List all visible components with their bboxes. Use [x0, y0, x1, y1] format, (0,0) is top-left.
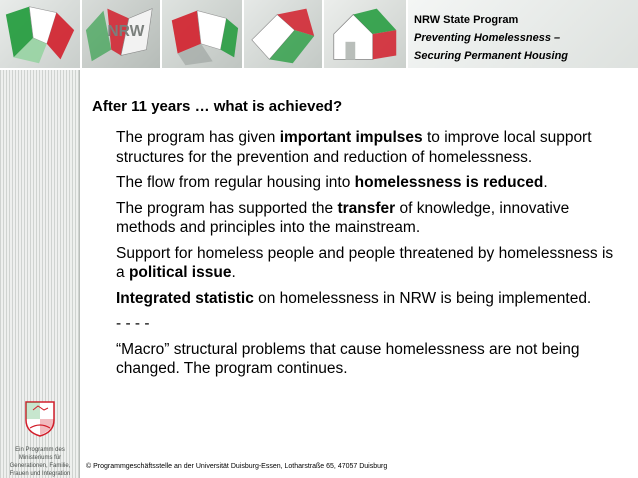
paper-fold-shape [244, 0, 322, 68]
left-sidebar [0, 70, 80, 478]
program-subtitle-1: Preventing Homelessness – [414, 32, 561, 44]
folded-shape [162, 0, 242, 68]
banner-image-4 [244, 0, 324, 68]
banner-image-1 [0, 0, 82, 68]
house-shape [324, 0, 406, 68]
header-banner [0, 0, 638, 68]
banner-image-5 [324, 0, 408, 68]
program-title-block [408, 0, 638, 68]
nrw-logo-shape [0, 0, 80, 68]
bullet-point: Integrated statistic on homelessness in NRW is being implemented. [116, 289, 592, 307]
copyright-footer: © Programmgeschäftsstelle an der Universität Duisburg-Essen, Lotharstraße 65, 47057 Duisburg [86, 463, 388, 470]
bullet-point: Support for homeless people and people threatened by homelessness is a political issue. [116, 244, 614, 281]
slide-content [116, 128, 616, 385]
bullet-point: “Macro” structural problems that cause homelessness are not being changed. The program continues. [116, 340, 580, 377]
program-title: NRW State Program [414, 14, 519, 26]
slide-heading: After 11 years … what is achieved? [92, 98, 343, 115]
nrw-letters: NRW [107, 22, 145, 40]
bullet-point: The flow from regular housing into homelessness is reduced. [116, 174, 548, 191]
ministry-text: Ein Programm des Ministeriums für Generationen, Familie, Frauen und Integration [9, 447, 71, 477]
bullet-point: The program has supported the transfer of knowledge, innovative methods and principles into the mainstream. [116, 199, 570, 236]
program-subtitle-2: Securing Permanent Housing [414, 50, 569, 62]
nrw-crest-icon [24, 400, 56, 438]
banner-image-2 [82, 0, 162, 68]
separator-line: - - - - [116, 315, 150, 332]
banner-image-3 [162, 0, 244, 68]
nrw-letters-shape [82, 0, 160, 68]
bullet-point: The program has given important impulses to improve local support structures for the prevention and reduction of homelessness. [116, 129, 592, 166]
